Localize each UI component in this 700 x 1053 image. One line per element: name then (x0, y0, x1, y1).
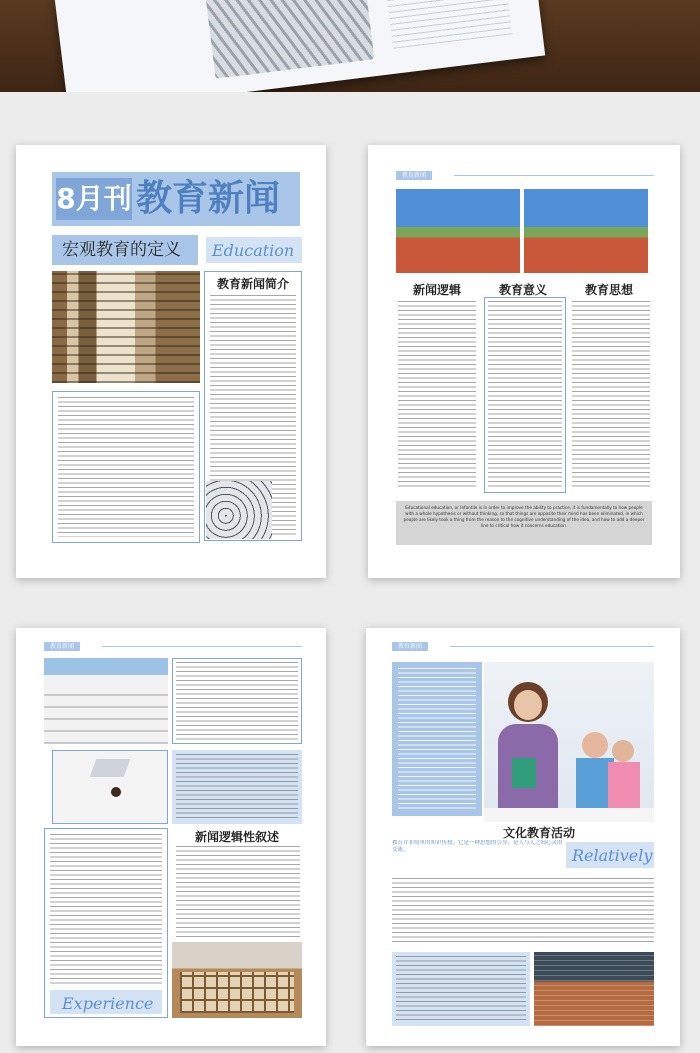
library-photo (52, 271, 200, 383)
subhead: 宏观教育的定义 (52, 235, 198, 265)
page-3 (16, 628, 326, 1046)
page-1 (16, 145, 326, 578)
col-title-2: 教育意义 (498, 283, 547, 297)
english-word: Education (212, 241, 295, 260)
track-photo-right (524, 189, 648, 273)
paper-sheet (55, 0, 545, 92)
bicycle-photo (206, 0, 375, 79)
side-panel-text (398, 668, 476, 810)
tag-rule (102, 646, 302, 647)
classroom-photo (484, 662, 654, 822)
teacher-face (514, 690, 542, 720)
desk (484, 808, 654, 822)
desk-photo (52, 750, 168, 824)
section-title: 文化教育活动 (502, 826, 575, 840)
right-text (176, 846, 300, 938)
left-text (50, 834, 162, 984)
section-title: 新闻逻辑性叙述 (194, 830, 279, 844)
issue-month: 8月刊 (56, 178, 132, 220)
english-caption: Educational education, or Infantile is in order to improve the ability to practice, it is fundamentally to how people with a whole hypothesis or without thinking, so that things are opposite their mind has been eliminated, in which people are likely took a thing from the reason to the cognitive understanding of the idea, and how to add a deeper line to critical how it concerns education. (403, 505, 645, 528)
stadium-photo (534, 952, 654, 1026)
intro-text: 教育并非简单的知识传授，它是一种思想的引导，是人与人之间心灵的交流。 (392, 840, 563, 853)
col-title-3: 教育思想 (584, 283, 633, 297)
page-4 (366, 628, 680, 1046)
page-tag: 教育新闻 (44, 642, 80, 651)
coffee-icon (111, 787, 121, 797)
bike-photo (206, 481, 272, 539)
page-tag: 教育新闻 (396, 171, 432, 180)
col-text-2 (488, 301, 562, 489)
col-text-3 (572, 301, 650, 489)
text-block (386, 0, 512, 49)
col-title-1: 新闻逻辑 (412, 283, 461, 297)
tag-rule (450, 646, 654, 647)
page-2 (368, 145, 680, 578)
body-text (58, 397, 194, 537)
bookshelf-photo (172, 942, 302, 1018)
track-photo-left (396, 189, 520, 273)
quote-text (176, 754, 298, 820)
top-text (176, 662, 298, 740)
title-banner (52, 172, 300, 226)
tag-rule (454, 175, 654, 176)
page-title: 教育新闻 (136, 178, 281, 219)
building-photo (44, 658, 168, 744)
section-title: 教育新闻简介 (216, 277, 289, 291)
student-body-2 (608, 762, 640, 808)
book-icon (512, 758, 536, 788)
student-face (582, 732, 608, 758)
bottom-text (396, 956, 526, 1022)
body-text (392, 878, 654, 944)
english-word: Experience (62, 994, 154, 1013)
col-text-1 (398, 301, 476, 489)
english-word: Relatively (572, 846, 653, 865)
page-tag: 教育新闻 (392, 642, 428, 651)
laptop-icon (90, 759, 131, 777)
top-photo-strip (0, 0, 700, 92)
student-face-2 (612, 740, 634, 762)
